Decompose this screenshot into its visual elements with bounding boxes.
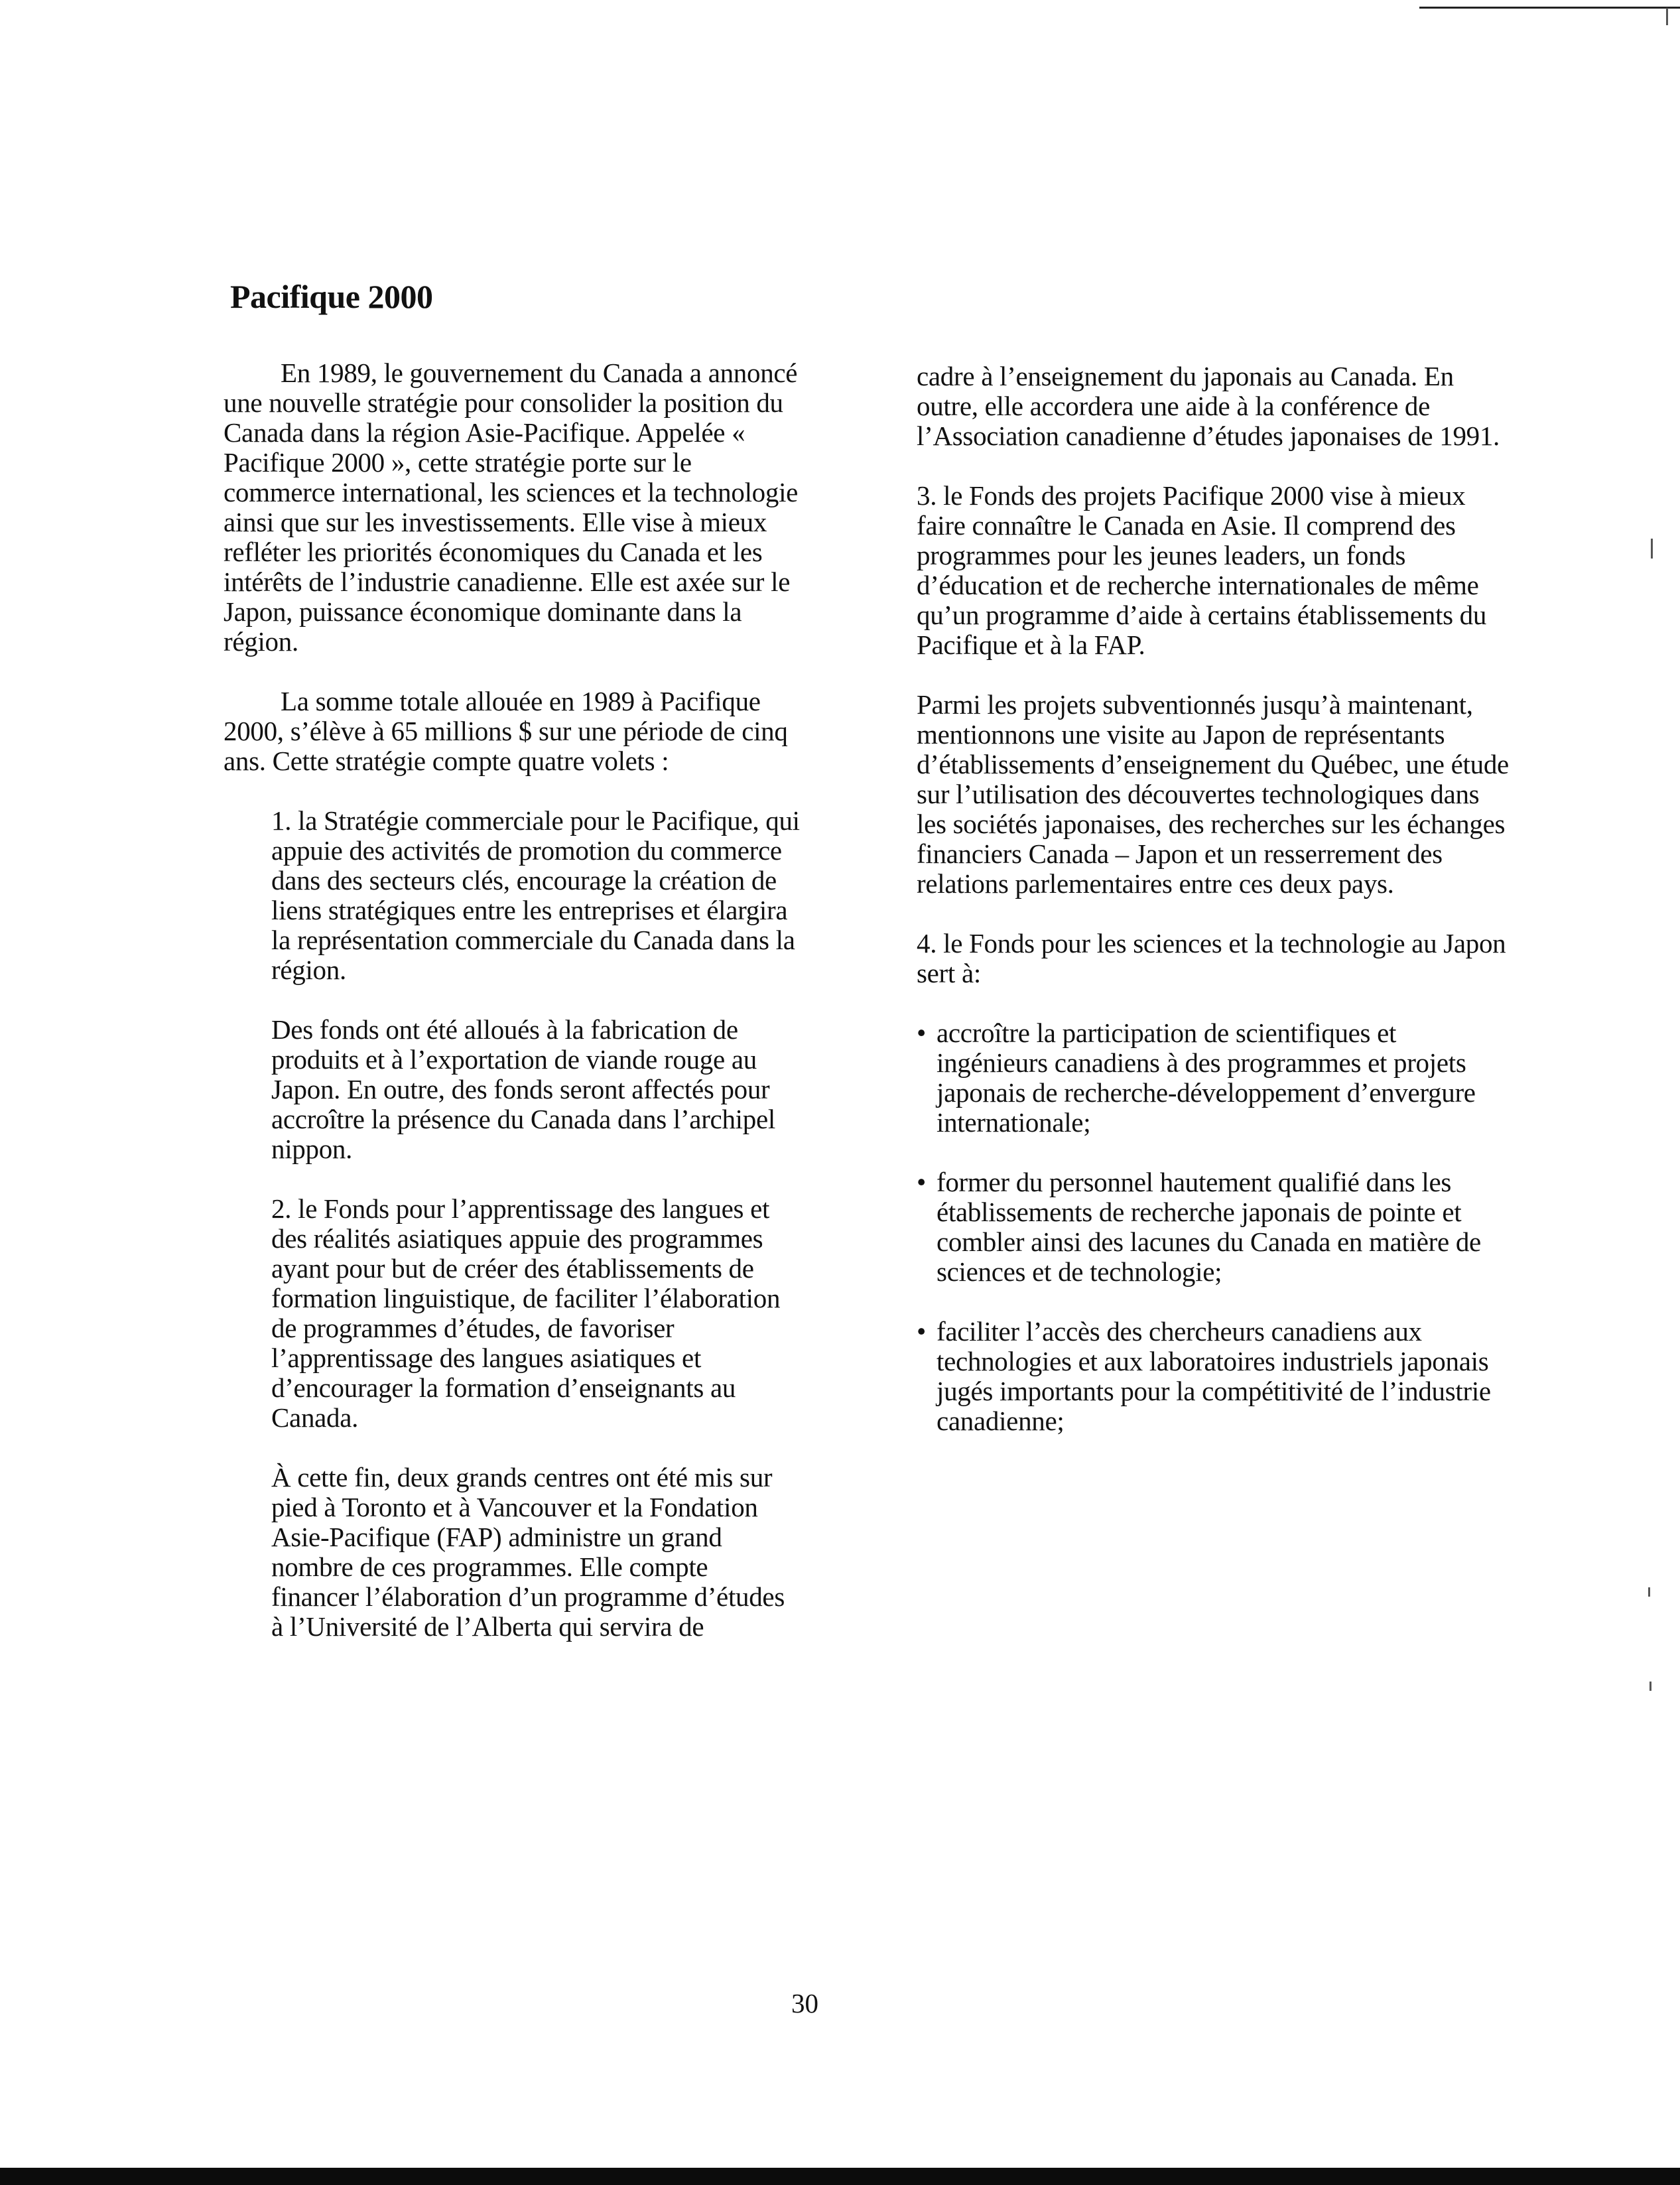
bullet-text: faciliter l’accès des chercheurs canadiens aux technologies et aux laboratoires industriels japonais jugés importants pour la compétitivité de l’industrie canadienne; — [937, 1316, 1491, 1436]
bullet-icon: • — [917, 1316, 927, 1347]
right-column — [917, 362, 1514, 1466]
bullet-icon: • — [917, 1167, 927, 1197]
bullet-icon: • — [917, 1018, 927, 1048]
left-column — [224, 358, 801, 1672]
budget-paragraph: La somme totale allouée en 1989 à Pacifique 2000, s’élève à 65 millions $ sur une période de cinq ans. Cette stratégie compte quatre volets : — [224, 686, 788, 776]
bullet-item — [917, 1167, 1514, 1287]
component-4-bullets — [917, 1018, 1514, 1436]
scan-edge-bottom — [0, 2168, 1680, 2185]
component-1: 1. la Stratégie commerciale pour le Pacifique, qui appuie des activités de promotion du commerce dans des secteurs clés, encourage la création de liens stratégiques entre les entreprises et élargira la représentation commerciale du Canada dans la région. — [271, 805, 800, 985]
component-2-detail-end: cadre à l’enseignement du japonais au Canada. En outre, elle accordera une aide à la conférence de l’Association canadienne d’études japonaises de 1991. — [917, 361, 1500, 451]
component-3: 3. le Fonds des projets Pacifique 2000 vise à mieux faire connaître le Canada en Asie. Il comprend des programmes pour les jeunes leaders, un fonds d’éducation et de recherche internationales de même qu’un programme d’aide à certains établissements du Pacifique et à la FAP. — [917, 480, 1487, 660]
bullet-text: accroître la participation de scientifiques et ingénieurs canadiens à des programmes et projets japonais de recherche-développement d’envergure internationale; — [937, 1018, 1476, 1138]
scan-edge-top — [1419, 7, 1680, 9]
bullet-text: former du personnel hautement qualifié dans les établissements de recherche japonais de pointe et combler ainsi des lacunes du Canada en matière de sciences et de technologie; — [937, 1167, 1481, 1287]
component-2-detail-start: À cette fin, deux grands centres ont été mis sur pied à Toronto et à Vancouver et la Fondation Asie-Pacifique (FAP) administre un grand nombre de ces programmes. Elle compte financer l’élaboration d’un programme d’études à l’Université de l’Alberta qui servira de — [271, 1462, 785, 1642]
intro-paragraph: En 1989, le gouvernement du Canada a annoncé une nouvelle stratégie pour consolider la position du Canada dans la région Asie-Pacifique. Appelée « Pacifique 2000 », cette stratégie porte sur le commerce international, les sciences et la technologie ainsi que sur les investissements. Elle vise à mieux refléter les priorités économiques du Canada et les intérêts de l’industrie canadienne. Elle est axée sur le Japon, puissance économique dominante dans la région. — [224, 358, 799, 657]
scan-speck — [1651, 539, 1653, 559]
page-number: 30 — [791, 1988, 818, 2019]
component-4: 4. le Fonds pour les sciences et la technologie au Japon sert à: — [917, 928, 1506, 988]
component-2: 2. le Fonds pour l’apprentissage des langues et des réalités asiatiques appuie des programmes ayant pour but de créer des établissements de formation linguistique, de faciliter l’élaboration de programmes d’études, de favoriser l’apprentissage des langues asiatiques et d’encourager la formation d’enseignants au Canada. — [271, 1193, 781, 1433]
scan-speck — [1649, 1682, 1651, 1691]
component-3-detail: Parmi les projets subventionnés jusqu’à maintenant, mentionnons une visite au Japon de représentants d’établissements d’enseignement du Québec, une étude sur l’utilisation des découvertes technologiques dans les sociétés japonaises, des recherches sur les échanges financiers Canada – Japon et un resserrement des relations parlementaires entre ces deux pays. — [917, 689, 1509, 899]
components-list — [271, 806, 801, 1642]
component-1-detail: Des fonds ont été alloués à la fabrication de produits et à l’exportation de viande rouge au Japon. En outre, des fonds seront affectés pour accroître la présence du Canada dans l’archipel nippon. — [271, 1014, 775, 1164]
bullet-item — [917, 1018, 1514, 1138]
page-title: Pacifique 2000 — [230, 278, 433, 315]
scan-speck — [1648, 1587, 1650, 1597]
bullet-item — [917, 1317, 1514, 1436]
scan-speck — [1666, 8, 1668, 25]
